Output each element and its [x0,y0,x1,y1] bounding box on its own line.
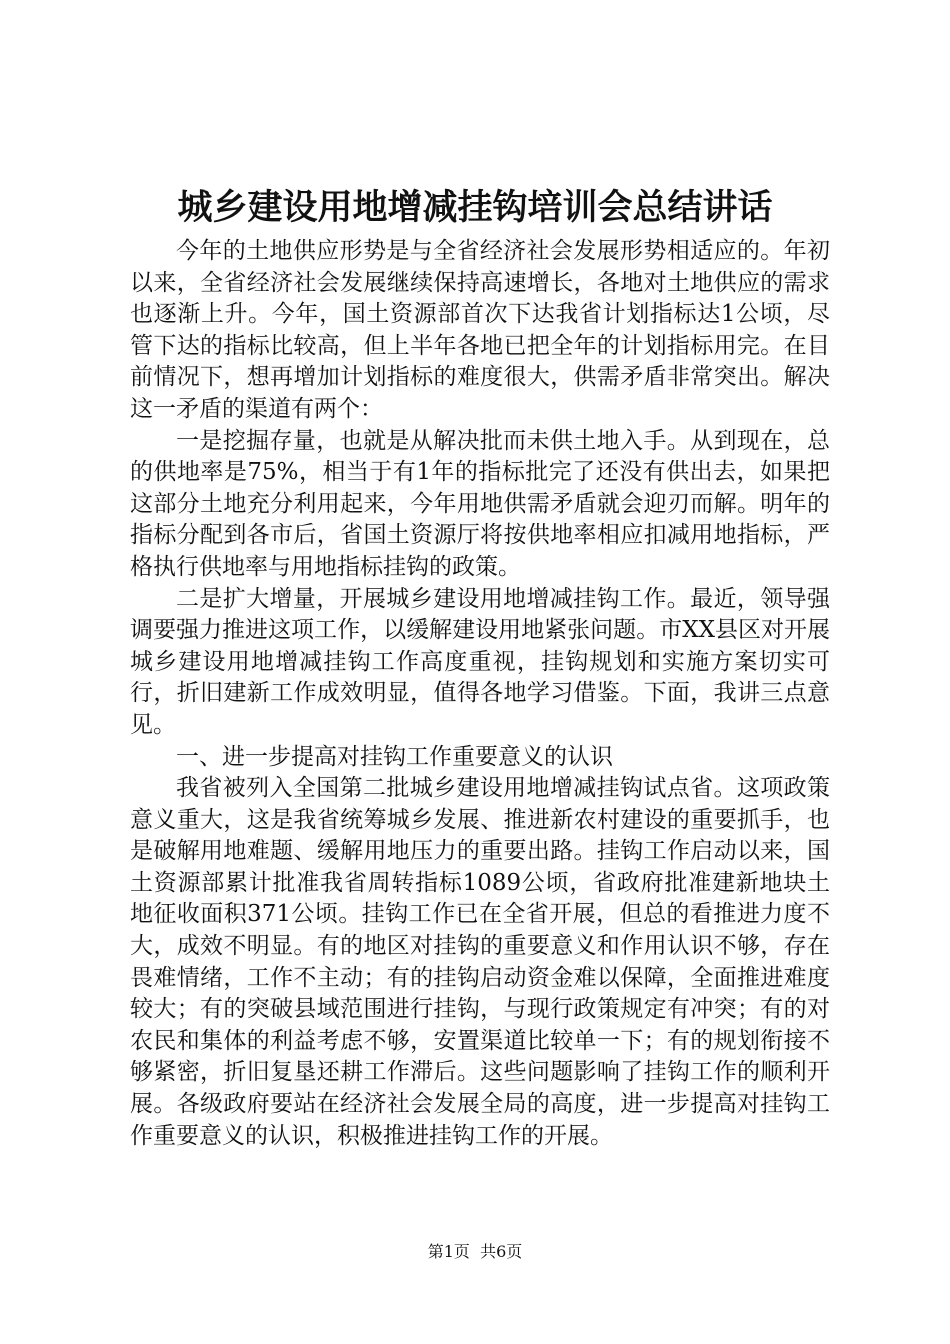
paragraph-intro: 今年的土地供应形势是与全省经济社会发展形势相适应的。年初以来，全省经济社会发展继续保持高速增长，各地对土地供应的需求也逐渐上升。今年，国土资源部首次下达我省计划指标达1公顷，尽管下达的指标比较高，但上半年各地已把全年的计划指标用完。在目前情况下，想再增加计划指标的难度很大，供需矛盾非常突出。解决这一矛盾的渠道有两个： [130,238,830,422]
page-footer: 第1页 共6页 [427,1242,523,1261]
document-body [130,236,830,1152]
paragraph-section-1: 我省被列入全国第二批城乡建设用地增减挂钩试点省。这项政策意义重大，这是我省统筹城乡发展、推进新农村建设的重要抓手，也是破解用地难题、缓解用地压力的重要出路。挂钩工作启动以来，国土资源部累计批准我省周转指标1089公顷，省政府批准建新地块土地征收面积371公顷。挂钩工作已在全省开展，但总的看推进力度不大，成效不明显。有的地区对挂钩的重要意义和作用认识不够，存在畏难情绪，工作不主动；有的挂钩启动资金难以保障，全面推进难度较大；有的突破县域范围进行挂钩，与现行政策规定有冲突；有的对农民和集体的利益考虑不够，安置渠道比较单一下；有的规划衔接不够紧密，折旧复垦还耕工作滞后。这些问题影响了挂钩工作的顺利开展。各级政府要站在经济社会发展全局的高度，进一步提高对挂钩工作重要意义的认识，积极推进挂钩工作的开展。 [130,775,830,1149]
document-title: 城乡建设用地增减挂钩培训会总结讲话 [177,187,773,228]
section-heading-1: 一、进一步提高对挂钩工作重要意义的认识 [176,743,613,770]
paragraph-point-two: 二是扩大增量，开展城乡建设用地增减挂钩工作。最近，领导强调要强力推进这项工作，以缓解建设用地紧张问题。市XX县区对开展城乡建设用地增减挂钩工作高度重视，挂钩规划和实施方案切实可行，折旧建新工作成效明显，值得各地学习借鉴。下面，我讲三点意见。 [130,585,830,738]
paragraph-point-one: 一是挖掘存量，也就是从解决批而未供土地入手。从到现在，总的供地率是75%，相当于有1年的指标批完了还没有供出去，如果把这部分土地充分利用起来，今年用地供需矛盾就会迎刃而解。明年的指标分配到各市后，省国土资源厅将按供地率相应扣减用地指标，严格执行供地率与用地指标挂钩的政策。 [130,427,830,580]
